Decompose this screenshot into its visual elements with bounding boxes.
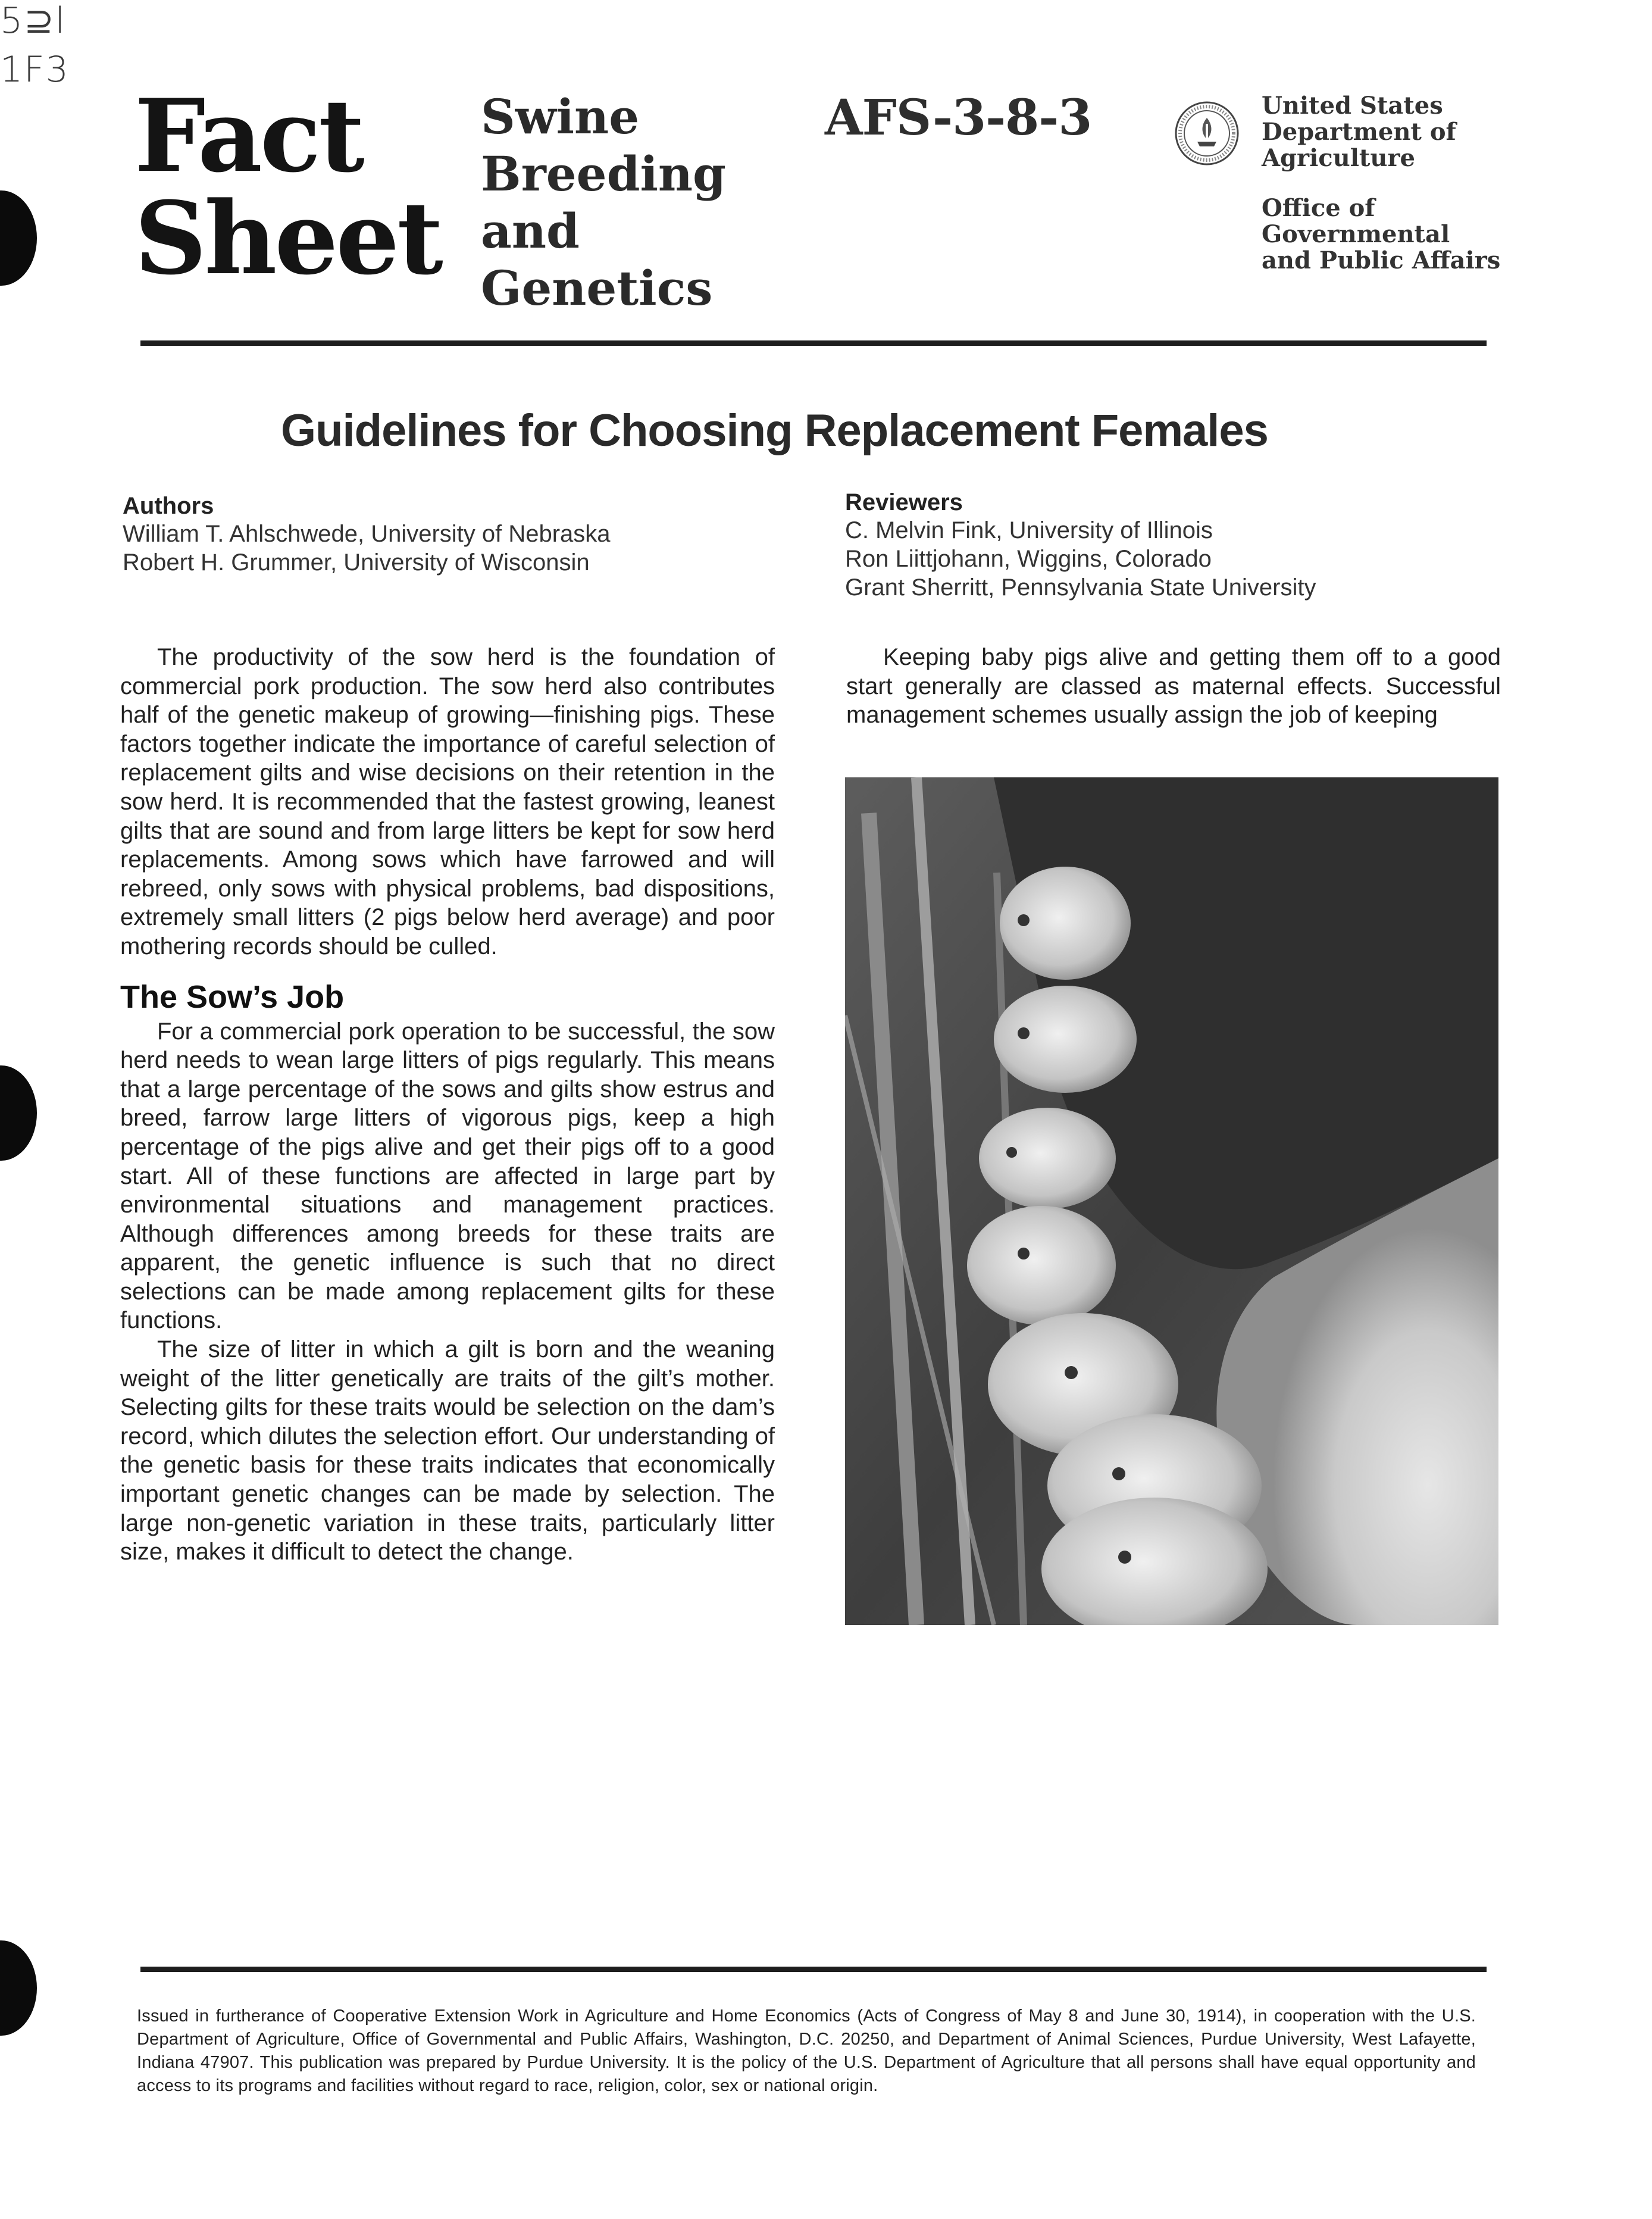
- series-line: Swine: [481, 89, 640, 145]
- section-heading-sows-job: The Sow’s Job: [120, 979, 345, 1015]
- office-line: and Public Affairs: [1262, 246, 1501, 274]
- reviewer-name: Ron Liittjohann, Wiggins, Colorado: [845, 546, 1212, 572]
- reviewer-name: Grant Sherritt, Pennsylvania State University: [845, 574, 1316, 601]
- reviewer-name: C. Melvin Fink, University of Illinois: [845, 517, 1213, 543]
- office-line: Office of: [1262, 194, 1375, 222]
- binder-hole-bottom: [0, 1940, 37, 2036]
- reviewers-list: [845, 516, 1316, 602]
- right-column: [846, 643, 1501, 730]
- series-line: and: [481, 203, 580, 259]
- binder-hole-top: [0, 190, 37, 286]
- photo-drawing: [845, 777, 1498, 1625]
- authors-block: [123, 493, 611, 577]
- usda-seal-icon: [1174, 100, 1240, 167]
- office-line: Governmental: [1262, 220, 1450, 248]
- reviewers-label: Reviewers: [845, 489, 963, 515]
- photo-sow-nursing-piglets: [845, 777, 1498, 1625]
- margin-note-1: 5⊇l: [0, 0, 67, 42]
- binder-hole-middle: [0, 1065, 37, 1161]
- author-name: William T. Ahlschwede, University of Nebraska: [123, 521, 611, 547]
- series-line: Genetics: [481, 260, 713, 316]
- maternal-effects-paragraph: Keeping baby pigs alive and getting them off to a good start generally are classed as maternal effects. Successful management schemes usually assign the job of keeping: [846, 644, 1501, 729]
- series-title: [481, 88, 726, 317]
- page-title: Guidelines for Choosing Replacement Females: [281, 405, 1268, 456]
- sows-job-paragraph-1: For a commercial pork operation to be successful, the sow herd needs to wean large litters of pigs regularly. This means that a large percentage of the sows and gilts show estrus and breed, farrow large litters of vigorous pigs, keep a high percentage of the pigs alive and get their pigs off to a good start. All of these functions are affected in large part by environmental situations and management practices. Although differences among breeds for these traits are apparent, the genetic influence is such that no direct selections can be made among replacement gilts for these functions.: [120, 1018, 775, 1334]
- agency-line: United States: [1262, 92, 1443, 120]
- agency-name: [1262, 93, 1456, 171]
- authors-label: Authors: [123, 493, 214, 519]
- reviewers-block: [845, 489, 1316, 602]
- sheet-word: Sheet: [134, 179, 441, 297]
- fact-word: Fact: [134, 77, 362, 195]
- author-name: Robert H. Grummer, University of Wisconsin: [123, 549, 590, 576]
- footer-rule: [140, 1967, 1487, 1972]
- footer-notice: Issued in furtherance of Cooperative Extension Work in Agriculture and Home Economics (Acts of Congress of May 8 and June 30, 1914), in cooperation with the U.S. Department of Agriculture, Office of Governmental and Public Affairs, Washington, D.C. 20250, and Department of Animal Sciences, Purdue University, West Lafayette, Indiana 47907. This publication was prepared by Purdue University. It is the policy of the U.S. Department of Agriculture that all persons shall have equal opportunity and access to its programs and facilities without regard to race, religion, color, sex or national origin.: [137, 2007, 1476, 2095]
- margin-note-2: 1F3: [0, 49, 70, 90]
- office-name: [1262, 195, 1500, 274]
- header-rule: [140, 340, 1487, 346]
- sows-job-paragraph-2: The size of litter in which a gilt is born and the weaning weight of the litter genetically are traits of the gilt’s mother. Selecting gilts for these traits would be selection on the dam’s record, which dilutes the selection effort. Our understanding of the genetic basis for these traits indicates that economically important genetic changes can be made by selection. The large non-genetic variation in these traits, particularly litter size, makes it difficult to detect the change.: [120, 1336, 775, 1565]
- series-line: Breeding: [481, 146, 726, 202]
- left-column: [120, 643, 775, 1567]
- publication-code: AFS-3-8-3: [825, 89, 1092, 146]
- intro-paragraph: The productivity of the sow herd is the foundation of commercial pork production. The sow herd also contributes half of the genetic makeup of growing—finishing pigs. These factors together indicate the importance of careful selection of replacement gilts and wise decisions on their retention in the sow herd. It is recommended that the fastest growing, leanest gilts that are sound and from large litters be kept for sow herd replacements. Among sows which have farrowed and will rebreed, only sows with physical problems, bad dispositions, extremely small litters (2 pigs below herd average) and poor mothering records should be culled.: [120, 644, 775, 960]
- agency-line: Department of: [1262, 118, 1456, 146]
- authors-list: [123, 520, 611, 577]
- agency-line: Agriculture: [1262, 144, 1415, 172]
